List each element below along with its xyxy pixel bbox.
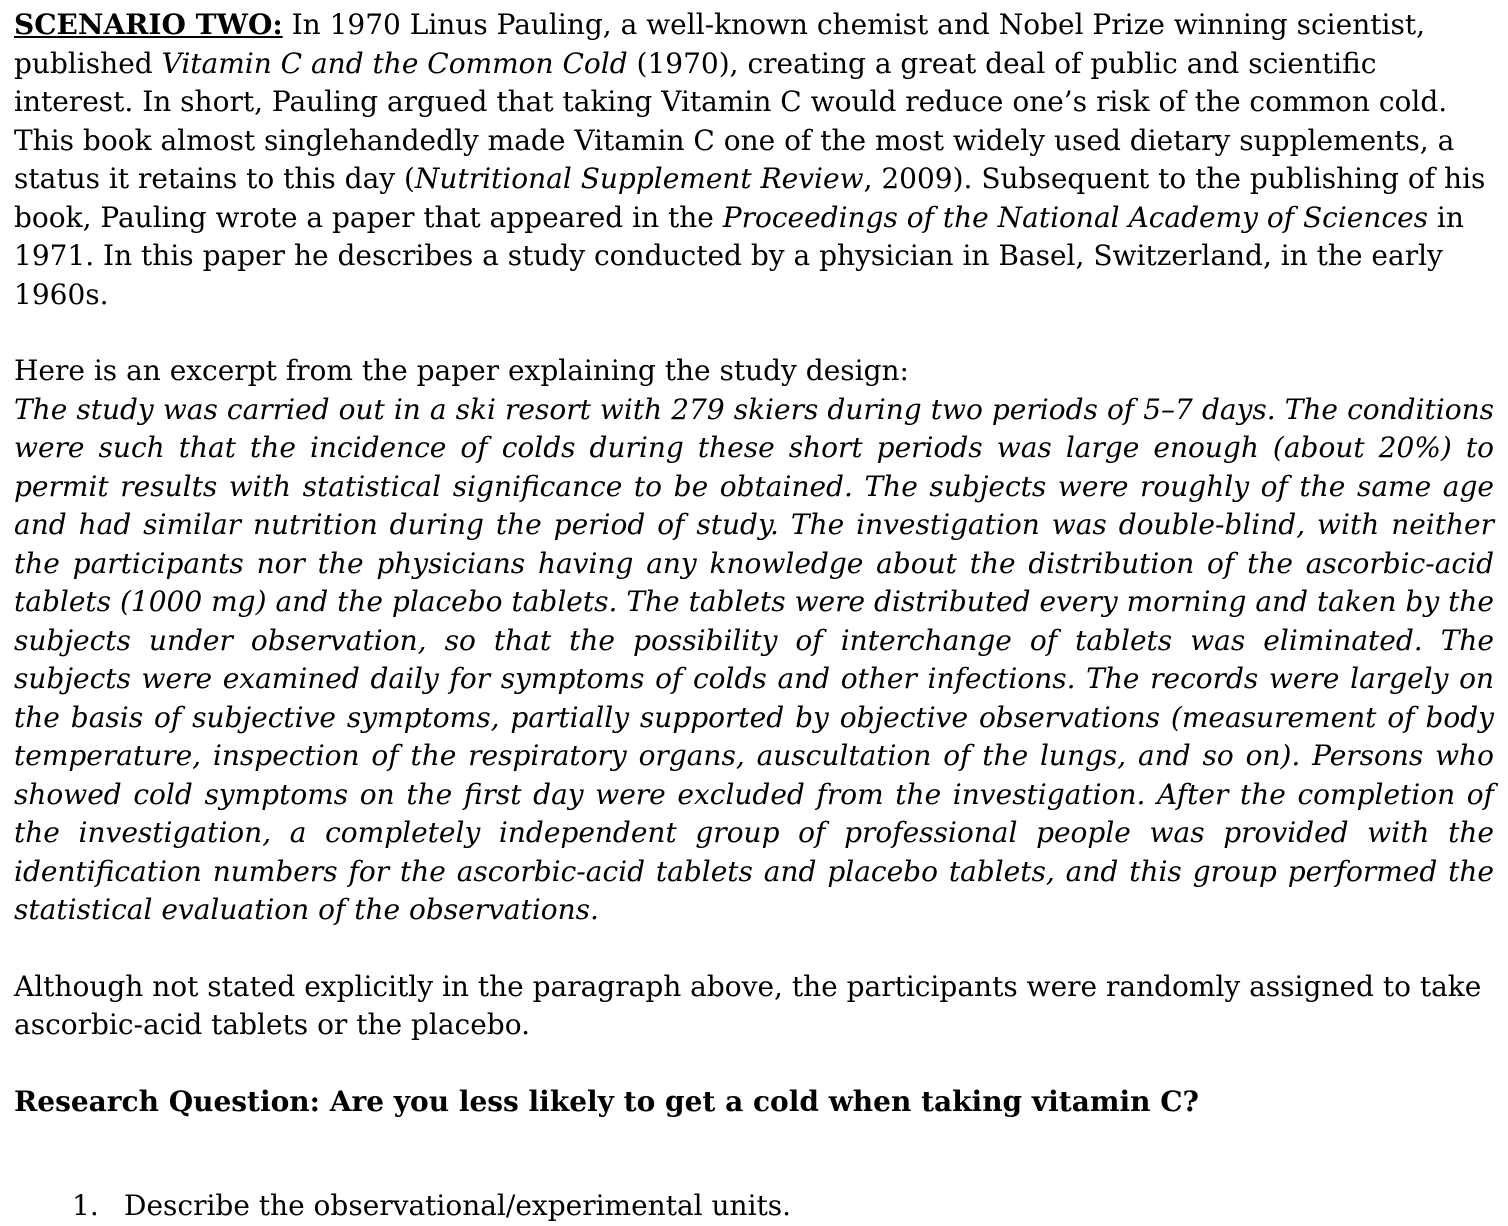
- text-run: in 1971. In this paper he describes a study conducted by a physician in Basel, Switzerland, in the early 1960s.: [14, 200, 1464, 311]
- journal-title: Proceedings of the National Academy of Sciences: [722, 200, 1429, 234]
- scenario-heading: SCENARIO TWO:: [14, 8, 283, 41]
- text-run: In 1970 Linus Pauling, a well-known chemist and Nobel Prize winning scientist, published: [14, 8, 1425, 80]
- excerpt-lead: Here is an excerpt from the paper explaining the study design:: [14, 354, 909, 387]
- question-item: [14, 1187, 1494, 1226]
- journal-title: Nutritional Supplement Review: [414, 162, 864, 195]
- text-run: , 2009). Subsequent to the publishing of his book, Pauling wrote a paper that appeared in the: [14, 162, 1486, 234]
- book-title: Vitamin C and the Common Cold: [161, 46, 628, 80]
- text-run: (1970), creating a great deal of public and scientific interest. In short, Pauling argued that taking Vitamin C would reduce one’s risk of the common cold. This book almost singlehandedly made Vitamin C one of the most widely used dietary supplements, a status it retains to this day (: [14, 46, 1455, 195]
- study-excerpt: The study was carried out in a ski resort with 279 skiers during two periods of 5–7 days. The conditions were such that the incidence of colds during these short periods was large enough (about 20%) to permit results with statistical significance to be obtained. The subjects were roughly of the same age and had similar nutrition during the period of study. The investigation was double-blind, with neither the participants nor the physicians having any knowledge about the distribution of the ascorbic-acid tablets (1000 mg) and the placebo tablets. The tablets were distributed every morning and taken by the subjects under observation, so that the possibility of interchange of tablets was eliminated. The subjects were examined daily for symptoms of colds and other infections. The records were largely on the basis of subjective symptoms, partially supported by objective observations (measurement of body temperature, inspection of the respiratory organs, auscultation of the lungs, and so on). Persons who showed cold symptoms on the first day were excluded from the investigation. After the completion of the investigation, a completely independent group of professional people was provided with the identification numbers for the ascorbic-acid tablets and placebo tablets, and this group performed the statistical evaluation of the observations.: [14, 392, 1494, 926]
- randomization-note: Although not stated explicitly in the paragraph above, the participants were randomly assigned to take ascorbic-acid tablets or the placebo.: [14, 969, 1482, 1041]
- question-text: Describe the observational/experimental units.: [124, 1189, 792, 1222]
- research-question: Research Question: Are you less likely to get a cold when taking vitamin C?: [14, 1084, 1199, 1118]
- question-list: [14, 1187, 1494, 1226]
- intro-paragraph: [14, 6, 1494, 314]
- question-number: 1.: [72, 1189, 99, 1222]
